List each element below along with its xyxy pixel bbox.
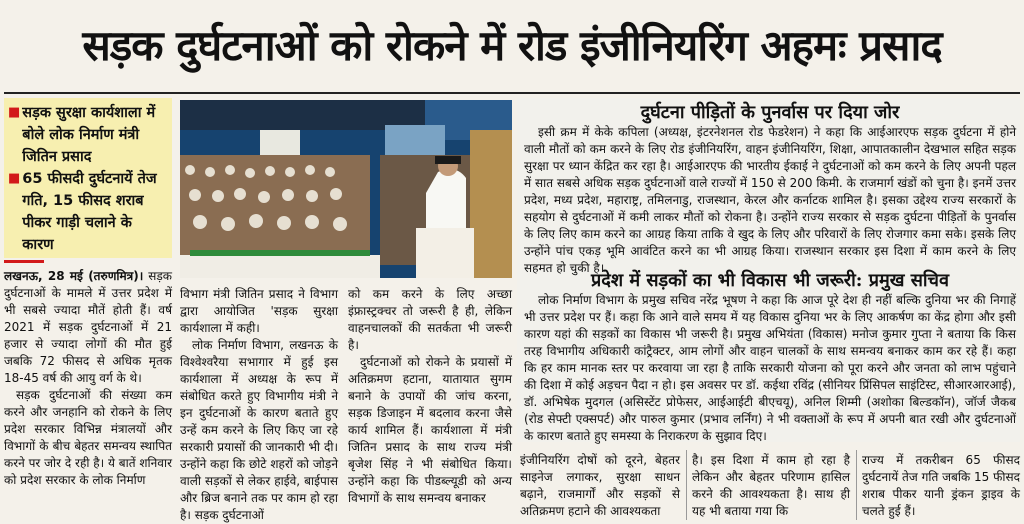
paragraph: लोक निर्माण विभाग, लखनऊ के विश्वेश्वरैया सभागार में हुई इस कार्यशाला में अध्यक्ष के रूप में संबोधित करते हुए विभागीय मंत्री ने इन दुर्घटनाओं के कारण बताते हुए उन्हें कम करने के लिए किए जा रहे सरकारी प्रयासों की जानकारी भी दी। उन्होंने कहा कि छोटे शहरों को जोड़ने वाली सड़कों से लेकर हाईवे, बाईपास और ब्रिज बनाने तक पर काम हो रहा है। सड़क दुर्घटनाओं [180,338,338,522]
paragraph: सड़क दुर्घटनाओं की संख्या कम करने और जनहानि को रोकने के लिए प्रदेश सरकार विभिन्न मंत्रालयों और विभागों के बीच बेहतर समन्वय स्थापित करने पर जोर दे रही है। ये बातें शनिवार को प्रदेश सरकार के लोक निर्माण [4,388,173,487]
paragraph: इसी क्रम में केके कपिला (अध्यक्ष, इंटरनेशनल रोड फेडरेशन) ने कहा कि आईआरएफ सड़क दुर्घटना में होने वाली मौतों को कम करने के लिए रोड इंजीनियरिंग, वाहन इंजीनियरिंग, शिक्षा, आपातकालीन देखभाल सहित सड़क सुरक्षा पर ध्यान केंद्रित कर रहा है। आईआरएफ की भारतीय ईकाई ने दुर्घटनाओं को कम करने के लिए अपनी पहल में सात सबसे अधिक सड़क दुर्घटनाओं वाले राज्यों में 150 से 200 किमी. के राजमार्ग खंडों को चुना है। इनमें उत्तर प्रदेश, मध्य प्रदेश, महाराष्ट्र, तमिलनाडु, राजस्थान, केरल और कर्नाटक शामिल है। इसका उद्देश्य राज्य सरकारों के सहयोग से दुर्घटनाओं में कमी लाकर मौतों को रोकना है। उन्होंने राज्य सरकार से सड़क दुर्घटना पीड़ितों के पुनर्वास के लिए लिए काम करने का आग्रह किया ताकि वे खुद के लिए और परिवारों के लिए रोजगार कमा सके। इसके लिए उन्होंने पांच एकड़ भूमि आवंटित करने का भी आग्रह किया। राजस्थान सरकार इस दिशा में काम करने के लिए सहमत हो चुकी है। [524,125,1016,275]
square-bullet-icon: ■ [8,105,21,120]
kicker-box [4,98,172,258]
column-divider [686,450,687,520]
headline-rule [4,92,1020,94]
kicker-text: 65 फीसदी दुर्घटनायें तेज गति, 15 फीसद शराब पीकर गाड़ी चलाने के कारण [22,171,157,253]
subheading-road-development: प्रदेश में सड़कों का भी विकास भी जरूरी: प्रमुख सचिव [591,270,949,291]
paragraph: इंजीनियरिंग दोषों को दूरने, बेहतर साइनेज लगाकर, सुरक्षा साधन बढ़ाने, राजमार्गों और सड़कों से अतिक्रमण हटाने की आवश्यकता [520,453,680,518]
column-divider [856,450,857,520]
bottom-column-2 [692,452,850,520]
paragraph: सड़क दुर्घटनाओं के मामले में उत्तर प्रदेश में भी सबसे ज्यादा मौतें होती हैं। वर्ष 2021 में सड़क दुर्घटनाओं में 21 हजार से ज्यादा लोगों की मौत हुई जबकि 72 फीसद से अधिक मृतक 18-45 वर्ष की आयु वर्ग के थे। [4,269,172,385]
paragraph: को कम करने के लिए अच्छा इंफ्रास्ट्रक्चर तो जरूरी है ही, लेकिन वाहनचालकों की सतर्कता भी जरूरी है। [348,287,512,352]
headline: सड़क दुर्घटनाओं को रोकने में रोड इंजीनियरिंग अहमः प्रसाद [82,21,942,70]
square-bullet-icon: ■ [8,171,21,186]
dateline: लखनऊ, 28 मई (तरुणमित्र)। [4,269,144,283]
bottom-column-1 [520,452,680,520]
subheading-rehabilitation: दुर्घटना पीड़ितों के पुनर्वास पर दिया जोर [640,102,900,123]
paragraph: दुर्घटनाओं को रोकने के प्रयासों में अतिक्रमण हटाना, यातायात सुगम बनाने के उपायों की जांच करना, सड़क डिजाइन में बदलाव करना जैसे कार्य शामिल हैं। कार्यशाला में मंत्री जितिन प्रसाद के साथ राज्य मंत्री बृजेश सिंह ने भी संबोधित किया। उन्होंने कहा कि पीडब्ल्यूडी को अन्य विभागों के साथ समन्वय बनाकर [348,355,512,505]
article-column-2 [180,286,338,524]
article-column-3 [348,286,512,507]
paragraph: लोक निर्माण विभाग के प्रमुख सचिव नरेंद्र भूषण ने कहा कि आज पूरे देश ही नहीं बल्कि दुनिया भर की निगाहें भी उत्तर प्रदेश पर हैं। कहा कि आने वाले समय में यह विकास दुनिया भर के लिए आकर्षण का केंद्र होगा और इसी कारण यहां की सड़कों का विकास भी जरूरी है। प्रमुख अभियंता (विकास) मनोज कुमार गुप्ता ने बताया कि किस तरह विभागीय अधिकारी कांट्रैक्टर, आम लोगों और वाहन चालकों के साथ समन्वय बनाकर काम कर रहे हैं। कहा कि हर काम मानक स्तर पर करवाया जा रहा है ताकि सरकारी योजना को पूरा करने और जनता को लाभ पहुंचाने की दिशा में कोई अड़चन पैदा न हो। इस अवसर पर डॉ. कईथा रविंद्र (सीनियर प्रिंसिपल साइंटिस्ट, सीआरआरआई), डॉ. अभिषेक मुदगल (असिस्टेंट प्रोफेसर, आईआईटी बीएचयू), अनिल शिम्मी (अशोका बिल्डकॉन), जॉर्ज जैकब (रोड सेफ्टी एक्सपर्ट) और पारुल कुमार (प्रभाव लर्निंग) ने भी वक्ताओं के रूप में अपनी बात रखी और दुर्घटनाओं के कारण बताते हुए समस्या के निराकरण के सुझाव दिए। [524,293,1016,443]
event-photo [180,100,512,278]
paragraph: विभाग मंत्री जितिन प्रसाद ने विभाग द्वारा आयोजित 'सड़क सुरक्षा कार्यशाला में कही। [180,287,338,335]
paragraph: राज्य में तकरीबन 65 फीसद दुर्घटनायें तेज गति जबकि 15 फीसद शराब पीकर यानी ड्रंकन ड्राइव के चलते हुई हैं। [862,453,1020,518]
auditorium-photo-illustration [180,100,512,278]
paragraph: है। इस दिशा में काम हो रहा है लेकिन और बेहतर परिणाम हासिल करने की आवश्यकता है। साथ ही यह भी बताया गया कि [692,453,850,518]
article-column-1 [4,268,172,489]
kicker-text: सड़क सुरक्षा कार्यशाला में बोले लोक निर्माण मंत्री जितिन प्रसाद [22,105,156,165]
kicker-item [8,102,168,168]
kicker-item [8,168,168,256]
bottom-column-3 [862,452,1020,520]
kicker-accent-rule [4,260,44,263]
